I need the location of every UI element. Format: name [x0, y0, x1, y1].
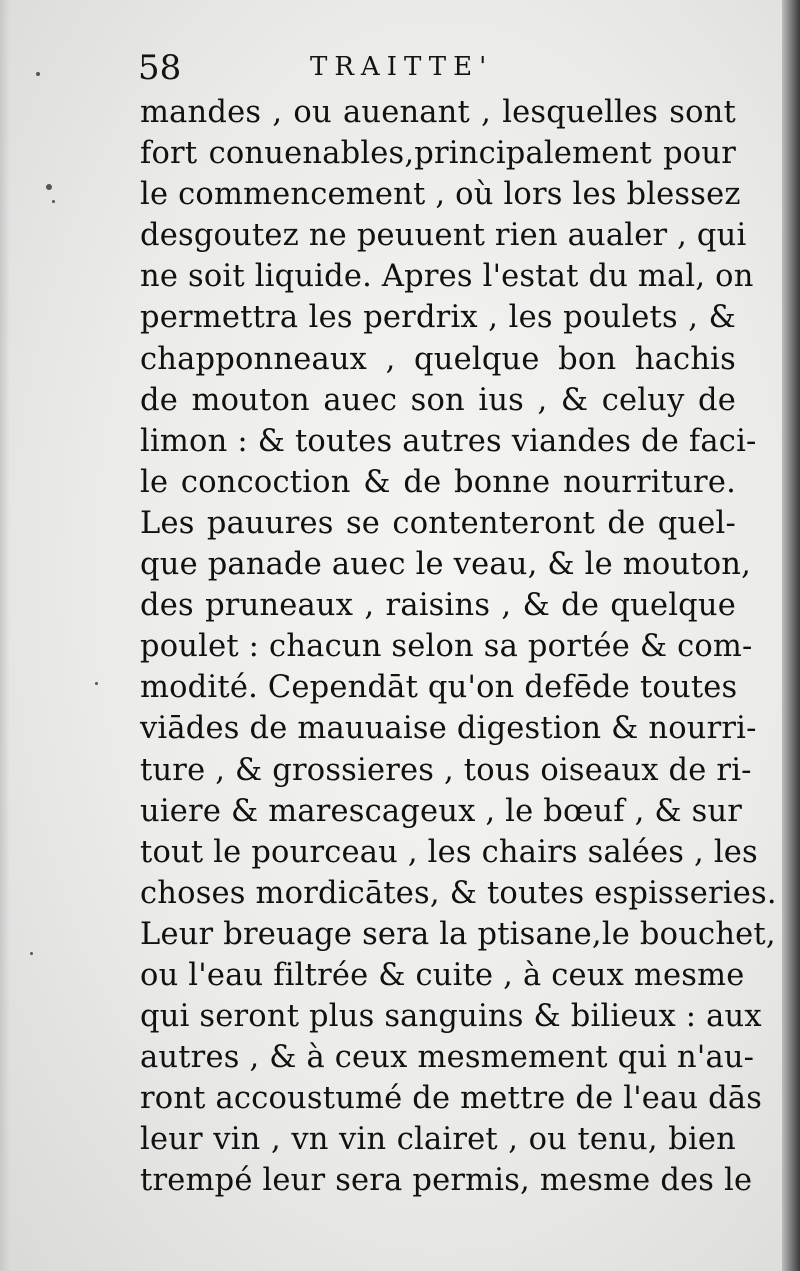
running-head: TRAITTE' — [310, 52, 494, 82]
text-line: choses mordicātes, & toutes espisseries. — [140, 875, 777, 911]
text-line: chapponneaux , quelque bon hachis — [140, 341, 736, 377]
text-line: viādes de mauuaise digestion & nourri- — [140, 711, 757, 747]
text-line: fort conuenables,principalement pour — [140, 136, 736, 172]
text-line: Leur breuage sera la ptisane,le bouchet, — [140, 916, 776, 952]
text-line: Les pauures se contenteront de quel- — [140, 505, 736, 541]
page-header — [138, 48, 738, 92]
text-line: mandes , ou auenant , lesquelles sont — [140, 95, 736, 130]
paper-speck — [52, 200, 55, 203]
text-line: ou l'eau filtrée & cuite , à ceux mesme — [140, 957, 745, 993]
paper-speck — [30, 952, 33, 955]
binding-gutter-shadow — [782, 0, 800, 1271]
paper-speck — [95, 682, 98, 685]
text-line: tout le pourceau , les chairs salées , les — [140, 834, 758, 870]
text-line: limon : & toutes autres viandes de faci- — [140, 423, 757, 459]
text-line: autres , & à ceux mesmement qui n'au- — [140, 1040, 755, 1076]
text-line: le concoction & de bonne nourriture. — [140, 464, 736, 500]
text-line: ture , & grossieres , tous oiseaux de ri- — [140, 752, 752, 788]
text-line: ne soit liquide. Apres l'estat du mal, on — [140, 259, 754, 295]
text-line: ront accoustumé de mettre de l'eau dās — [140, 1081, 763, 1117]
text-line: leur vin , vn vin clairet , ou tenu, bien — [140, 1122, 736, 1158]
text-line: le commencement , où lors les blessez — [140, 177, 741, 213]
text-line: poulet : chacun selon sa portée & com- — [140, 629, 753, 665]
text-line: des pruneaux , raisins , & de quelque — [140, 588, 736, 624]
page-number: 58 — [138, 48, 182, 88]
text-line: trempé leur sera permis, mesme des le — [140, 1163, 753, 1199]
paper-speck — [36, 72, 40, 76]
text-line: qui seront plus sanguins & bilieux : aux — [140, 999, 762, 1035]
text-line: modité. Cependāt qu'on defēde toutes — [140, 670, 738, 706]
text-line: de mouton auec son ius , & celuy de — [140, 382, 736, 418]
text-line: uiere & marescageux , le bœuf , & sur — [140, 793, 743, 829]
page-left-edge — [0, 0, 10, 1271]
text-line: que panade auec le veau, & le mouton, — [140, 547, 751, 583]
paper-speck — [46, 184, 52, 190]
body-text — [140, 92, 777, 1202]
text-line: desgoutez ne peuuent rien aualer , qui — [140, 218, 747, 254]
text-line: permettra les perdrix , les poulets , & — [140, 300, 736, 336]
